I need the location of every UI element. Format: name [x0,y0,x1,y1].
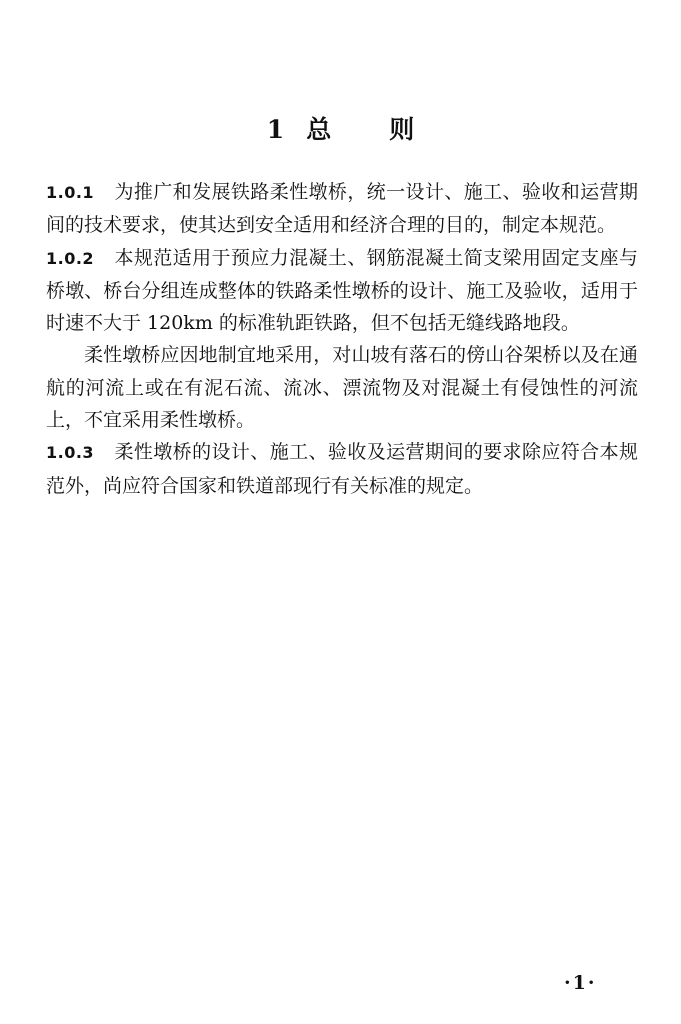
clause-1-0-2-paragraph-2: 柔性墩桥应因地制宜地采用，对山坡有落石的傍山谷架桥以及在通航的河流上或在有泥石流、流冰、漂流物及对混凝土有侵蚀性的河流上，不宜采用柔性墩桥。 [46,344,638,432]
clause-number: 1.0.3 [46,443,95,463]
chapter-title-part2: 则 [389,115,415,144]
chapter-number: 1 [266,115,285,144]
clause-1-0-2 [46,242,638,340]
clause-1-0-1 [46,176,638,242]
clause-text: 为推广和发展铁路柔性墩桥，统一设计、施工、验收和运营期间的技术要求，使其达到安全适用和经济合理的目的，制定本规范。 [46,181,638,237]
clause-text: 本规范适用于预应力混凝土、钢筋混凝土简支梁用固定支座与桥墩、桥台分组连成整体的铁路柔性墩桥的设计、施工及验收，适用于时速不大于 120km 的标准轨距铁路，但不包括无缝线路地段。 [46,246,638,335]
chapter-title-part1: 总 [306,115,332,144]
chapter-body [46,176,638,502]
clause-number: 1.0.2 [46,248,95,268]
page-number: ·1· [564,972,597,994]
clause-number: 1.0.1 [46,183,95,202]
clause-text: 柔性墩桥的设计、施工、验收及运营期间的要求除应符合本规范外，尚应符合国家和铁道部现行有关标准的规定。 [46,441,638,497]
clause-1-0-3 [46,436,638,502]
chapter-title [0,112,681,148]
